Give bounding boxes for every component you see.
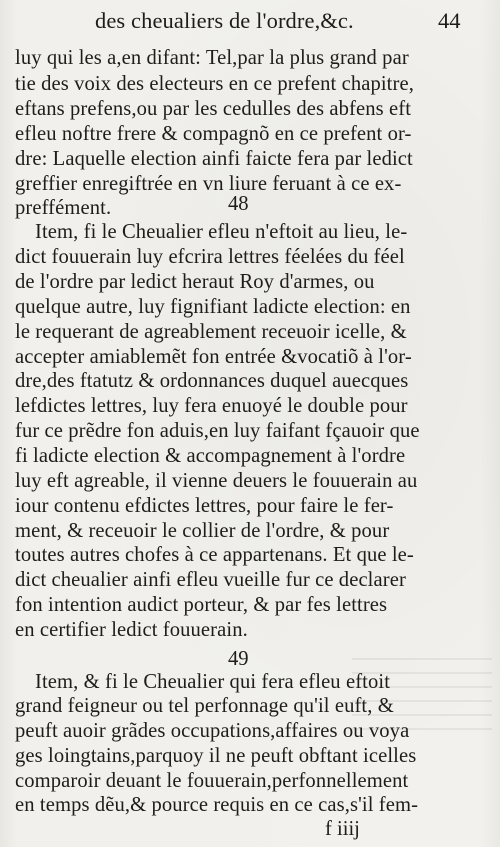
text-line: peuft auoir grãdes occupations,affaires ou voya [15,720,410,742]
text-line: quelque autre, luy fignifiant ladicte election: en [15,296,411,318]
text-line: ment, & receuoir le collier de l'ordre, & pour [15,520,390,542]
text-line: en temps dẽu,& pource requis en ce cas,s'il fem- [15,794,419,816]
text-line: dre,des ftatutz & ordonnances duquel auecques [15,370,409,392]
text-line: luy eft agreable, il vienne deuers le fouuerain au [15,470,418,492]
text-line: greffier enregiftrée en vn liure feruant à ce ex- [15,173,402,195]
article-number: 49 [228,648,249,670]
text-line: Item, & fi le Cheualier qui fera efleu eftoit [35,671,391,693]
text-line: tie des voix des electeurs en ce prefent chapitre, [15,73,414,95]
text-line: grand feigneur ou tel perfonnage qu'il euft, & [15,695,394,717]
page-number: 44 [438,8,461,33]
text-line: preffément. [15,197,112,219]
text-line: eftans prefens,ou par les cedulles des abfens eft [15,98,412,120]
text-line: luy qui les a,en difant: Tel,par la plus grand par [15,47,409,69]
running-head: des cheualiers de l'ordre,&c. [95,8,354,33]
article-number: 48 [228,193,249,215]
text-line: fi ladicte election & accompagnement à l'ordre [15,445,406,467]
text-line: Item, fi le Cheualier efleu n'eftoit au lieu, le- [35,221,408,243]
text-line: dre: Laquelle election ainfi faicte fera par ledict [15,148,413,170]
text-line: en certifier ledict fouuerain. [15,619,248,641]
text-line: comparoir deuant le fouuerain,perfonnellement [15,770,409,792]
text-line: le requerant de agreablement receuoir icelle, & [15,321,407,343]
text-line: efleu noftre frere & compagnõ en ce prefent or- [15,123,412,145]
text-line: ges loingtains,parquoy il ne peuft obftant icelles [15,745,417,767]
text-line: de l'ordre par ledict heraut Roy d'armes, ou [15,271,375,293]
text-line: iour contenu efdictes lettres, pour faire le fer- [15,495,394,517]
text-line: fon intention audict porteur, & par fes lettres [15,594,388,616]
text-line: dict fouuerain luy efcrira lettres féelées du féel [15,246,405,268]
text-line: lefdictes lettres, luy fera enuoyé le double pour [15,395,408,417]
text-line: accepter amiablemẽt fon entrée &vocatiõ à l'or- [15,346,412,368]
signature-mark: f iiij [325,818,360,840]
text-line: dict cheualier ainfi efleu vueille fur ce declarer [15,569,406,591]
text-line: fur ce prẽdre fon aduis,en luy faifant fçauoir que [15,420,420,442]
text-line: toutes autres chofes à ce appartenans. Et que le- [15,544,414,566]
